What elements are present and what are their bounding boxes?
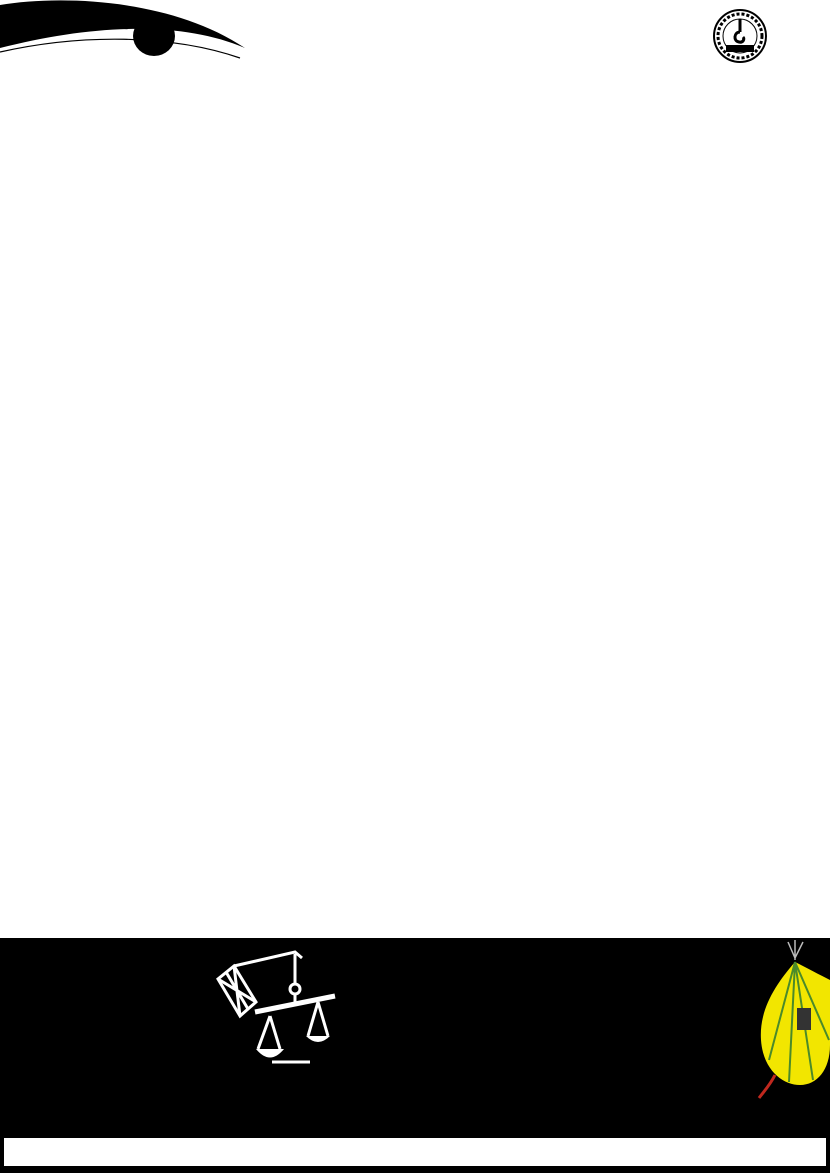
leeasa-logo xyxy=(712,8,768,64)
lifting-africa-logo xyxy=(575,14,690,56)
page-number xyxy=(133,16,175,56)
crane-scale-logo xyxy=(210,944,345,1069)
url-bar xyxy=(2,1136,828,1168)
header-swoosh xyxy=(0,0,260,60)
water-bag-image xyxy=(755,940,830,1100)
page-title xyxy=(26,86,60,526)
